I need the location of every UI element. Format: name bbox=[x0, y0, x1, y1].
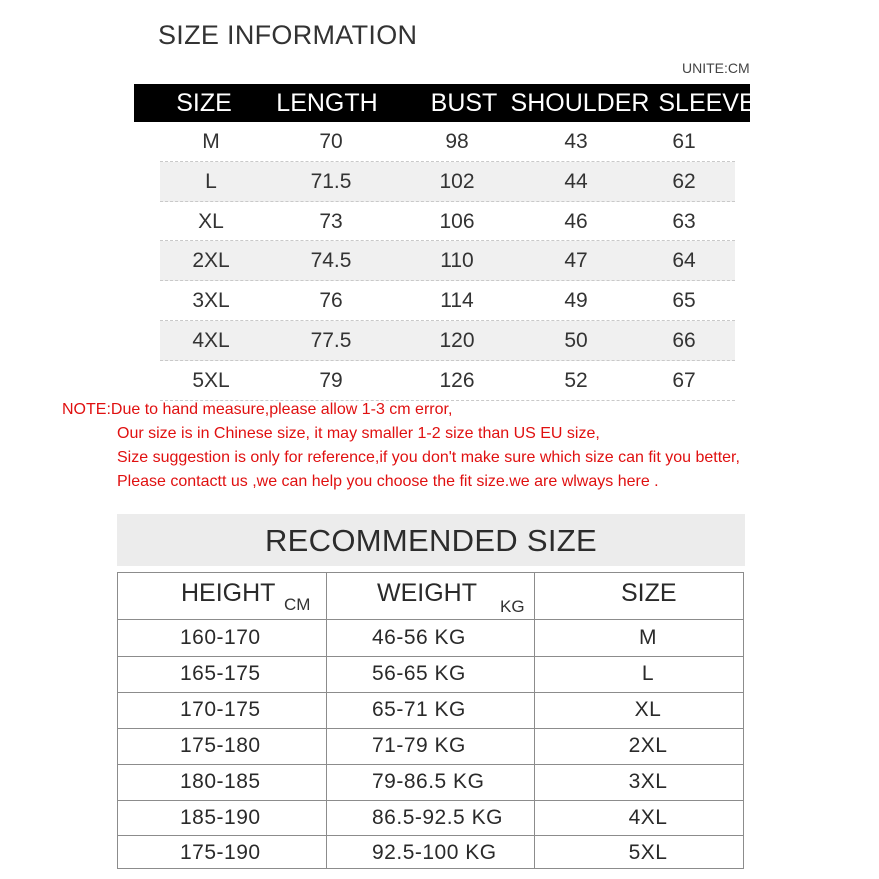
cell-size: 4XL bbox=[192, 329, 230, 352]
cell-size: XL bbox=[634, 697, 662, 721]
header-shoulder: SHOULDER bbox=[510, 89, 650, 117]
cell-sleeve: 64 bbox=[672, 249, 696, 273]
cell-shoulder: 47 bbox=[564, 249, 588, 273]
recommended-table-row bbox=[118, 728, 743, 764]
row-divider bbox=[118, 656, 743, 657]
cell-sleeve: 67 bbox=[672, 368, 696, 392]
header-height-unit: CM bbox=[284, 595, 311, 614]
cell-sleeve: 61 bbox=[672, 130, 696, 153]
unit-label: UNITE:CM bbox=[682, 60, 750, 76]
cell-size: 3XL bbox=[192, 289, 230, 313]
cell-weight: 56-65 KG bbox=[372, 661, 466, 685]
cell-size: 2XL bbox=[192, 249, 230, 273]
cell-size: 2XL bbox=[628, 733, 668, 757]
cell-length: 70 bbox=[319, 130, 343, 153]
cell-bust: 114 bbox=[440, 289, 474, 313]
size-table-row bbox=[160, 321, 735, 361]
note-line: Please contactt us ,we can help you choose the fit size.we are wlways here . bbox=[117, 473, 659, 490]
row-divider bbox=[118, 764, 743, 765]
row-divider bbox=[118, 728, 743, 729]
cell-weight: 65-71 KG bbox=[372, 697, 466, 721]
cell-length: 73 bbox=[319, 209, 343, 233]
cell-shoulder: 43 bbox=[564, 130, 588, 153]
cell-size: 5XL bbox=[628, 841, 668, 865]
cell-shoulder: 52 bbox=[564, 368, 588, 392]
size-table-row bbox=[160, 202, 735, 242]
header-weight: WEIGHT bbox=[377, 579, 477, 607]
cell-weight: 79-86.5 KG bbox=[372, 769, 485, 793]
size-table-row bbox=[160, 361, 735, 401]
cell-weight: 92.5-100 KG bbox=[372, 841, 497, 865]
recommended-table-row bbox=[118, 692, 743, 728]
cell-bust: 126 bbox=[439, 368, 475, 392]
cell-sleeve: 65 bbox=[672, 289, 696, 313]
cell-sleeve: 66 bbox=[672, 329, 696, 352]
cell-height: 165-175 bbox=[180, 661, 261, 685]
cell-shoulder: 44 bbox=[564, 169, 588, 193]
size-table-row bbox=[160, 162, 735, 202]
cell-length: 77.5 bbox=[310, 329, 352, 352]
size-table-header bbox=[134, 84, 756, 122]
note-line: Size suggestion is only for reference,if you don't make sure which size can fit you better, bbox=[117, 449, 740, 466]
recommended-table-row bbox=[118, 656, 743, 692]
cell-bust: 98 bbox=[445, 130, 469, 153]
cell-height: 180-185 bbox=[180, 769, 261, 793]
cell-weight: 71-79 KG bbox=[372, 733, 466, 757]
cell-weight: 86.5-92.5 KG bbox=[372, 805, 503, 829]
header-size: SIZE bbox=[176, 89, 232, 117]
size-table-row bbox=[160, 241, 735, 281]
cell-bust: 120 bbox=[439, 329, 475, 352]
note-line: NOTE:Due to hand measure,please allow 1-3 cm error, bbox=[62, 401, 453, 418]
cell-weight: 46-56 KG bbox=[372, 626, 466, 649]
cell-sleeve: 63 bbox=[672, 209, 696, 233]
cell-height: 175-190 bbox=[180, 841, 261, 865]
cell-height: 175-180 bbox=[180, 733, 261, 757]
header-size: SIZE bbox=[621, 579, 677, 607]
cell-size: XL bbox=[198, 209, 224, 233]
cell-length: 79 bbox=[319, 368, 343, 392]
cell-length: 71.5 bbox=[310, 169, 352, 193]
recommended-table-row bbox=[118, 800, 743, 836]
cell-size: 5XL bbox=[192, 368, 230, 392]
cell-height: 170-175 bbox=[180, 697, 261, 721]
cell-size: M bbox=[639, 626, 657, 649]
size-table-row bbox=[160, 281, 735, 321]
recommended-size-table bbox=[117, 572, 744, 869]
cell-size: 3XL bbox=[628, 769, 668, 793]
row-divider bbox=[118, 835, 743, 836]
cell-bust: 102 bbox=[439, 169, 475, 193]
size-information-title: SIZE INFORMATION bbox=[158, 20, 418, 50]
recommended-table-row bbox=[118, 835, 743, 871]
cell-shoulder: 49 bbox=[564, 289, 588, 313]
note-line: Our size is in Chinese size, it may smaller 1-2 size than US EU size, bbox=[117, 425, 600, 442]
header-length: LENGTH bbox=[276, 89, 378, 117]
recommended-table-row bbox=[118, 764, 743, 800]
cell-bust: 110 bbox=[440, 249, 474, 273]
cell-size: M bbox=[202, 130, 220, 153]
row-divider bbox=[118, 692, 743, 693]
row-divider bbox=[118, 800, 743, 801]
cell-length: 76 bbox=[319, 289, 343, 313]
cell-height: 160-170 bbox=[180, 626, 261, 649]
size-table-row bbox=[160, 122, 735, 162]
cell-height: 185-190 bbox=[180, 805, 261, 829]
cell-sleeve: 62 bbox=[672, 169, 696, 193]
header-height: HEIGHT bbox=[181, 579, 276, 607]
cell-size: 4XL bbox=[628, 805, 668, 829]
cell-length: 74.5 bbox=[310, 249, 352, 273]
header-bust: BUST bbox=[430, 89, 498, 117]
cell-size: L bbox=[205, 169, 217, 193]
cell-bust: 106 bbox=[439, 209, 475, 233]
recommended-size-title: RECOMMENDED SIZE bbox=[117, 514, 745, 566]
cell-size: L bbox=[641, 661, 655, 685]
cell-shoulder: 50 bbox=[564, 329, 588, 352]
cell-shoulder: 46 bbox=[564, 209, 588, 233]
header-weight-unit: KG bbox=[500, 597, 525, 616]
recommended-table-row bbox=[118, 620, 743, 656]
header-sleeve: SLEEVE bbox=[658, 89, 756, 117]
